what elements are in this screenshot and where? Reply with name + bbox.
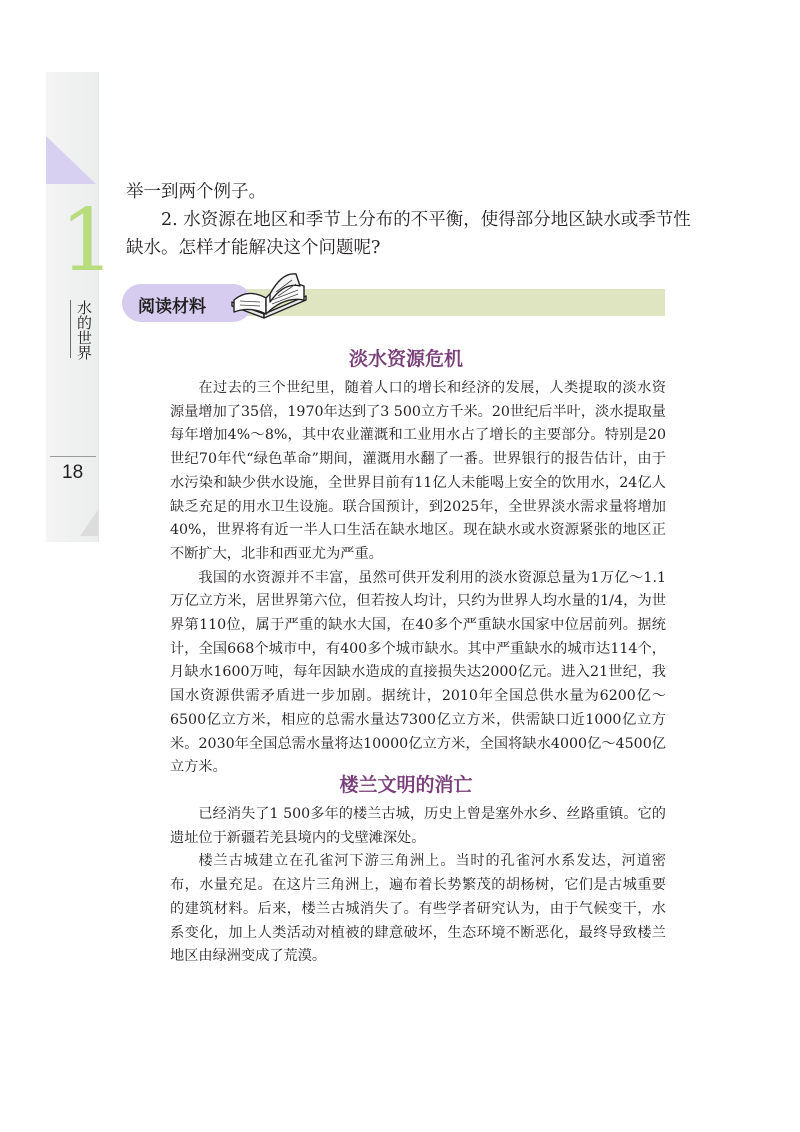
body-question-2: 2. 水资源在地区和季节上分布的不平衡，使得部分地区缺水或季节性缺水。怎样才能解决这个问题呢? <box>126 210 691 258</box>
reading-banner-label: 阅读材料 <box>138 297 206 317</box>
chapter-title: 水的世界 <box>75 300 93 360</box>
chapter-divider <box>70 300 71 358</box>
open-book-icon <box>226 268 312 324</box>
page-number-rule <box>50 456 96 457</box>
chapter-triangle-icon <box>46 136 96 184</box>
section-body-loulan <box>170 803 666 969</box>
page-fold-icon <box>80 510 98 536</box>
paragraph: 我国的水资源并不丰富，虽然可供开发利用的淡水资源总量为1万亿～1.1万亿立方米，居世界第六位，但若按人均计，只约为世界人均水量的1/4，为世界第110位，属于严重的缺水大国，在40多个严重缺水国家中位居前列。据统计，全国668个城市中，有400多个城市缺水。其中严重缺水的城市达114个，月缺水1600万吨，每年因缺水造成的直接损失达2000亿元。进入21世纪，我国水资源供需矛盾进一步加剧。据统计，2010年全国总供水量为6200亿～6500亿立方米，相应的总需水量达7300亿立方米，供需缺口近1000亿立方米。2030年全国总需水量将达10000亿立方米，全国将缺水4000亿～4500亿立方米。 <box>170 569 666 776</box>
body-line-1: 举一到两个例子。 <box>126 182 266 202</box>
section-title-loulan: 楼兰文明的消亡 <box>339 774 473 796</box>
paragraph: 在过去的三个世纪里，随着人口的增长和经济的发展，人类提取的淡水资源量增加了35倍，1970年达到了3 500立方千米。20世纪后半叶，淡水提取量每年增加4%～8%，其中农业灌溉和工业用水占了增长的主要部分。特别是20世纪70年代“绿色革命”期间，灌溉用水翻了一番。世界银行的报告估计，由于水污染和缺少供水设施，全世界目前有11亿人未能喝上安全的饮用水，24亿人缺乏充足的用水卫生设施。联合国预计，到2025年，全世界淡水需求量将增加40%，世界将有近一半人口生活在缺水地区。现在缺水或水资源紧张的地区正不断扩大，北非和西亚尤为严重。 <box>170 380 666 562</box>
paragraph: 楼兰古城建立在孔雀河下游三角洲上。当时的孔雀河水系发达，河道密布，水量充足。在这片三角洲上，遍布着长势繁茂的胡杨树，它们是古城重要的建筑材料。后来，楼兰古城消失了。有些学者研究认为，由于气候变干，水系变化，加上人类活动对植被的肆意破坏，生态环境不断恶化，最终导致楼兰地区由绿洲变成了荒漠。 <box>170 853 666 965</box>
paragraph: 已经消失了1 500多年的楼兰古城，历史上曾是塞外水乡、丝路重镇。它的遗址位于新疆若羌县境内的戈壁滩深处。 <box>170 806 666 846</box>
section-body-freshwater-crisis <box>170 377 666 780</box>
section-title-freshwater-crisis: 淡水资源危机 <box>348 348 463 370</box>
chapter-number: 1 <box>60 191 115 291</box>
page-number: 18 <box>62 462 84 483</box>
